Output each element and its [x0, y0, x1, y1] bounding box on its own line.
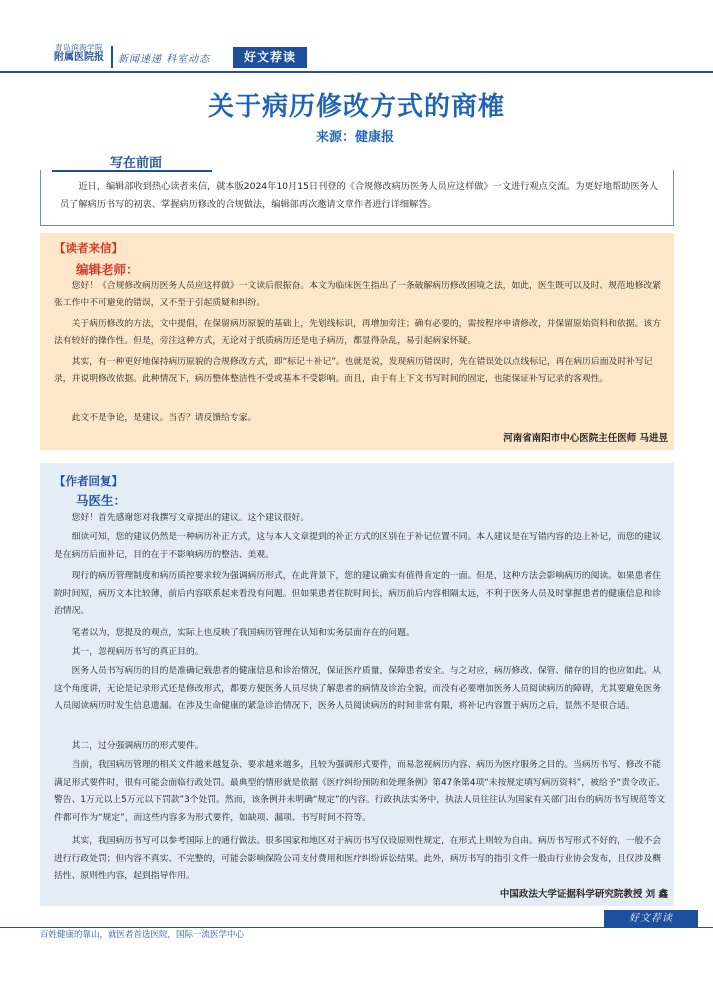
author-paragraph: 当前，我国病历管理的相关文件越来越复杂、要求越来越多，且较为强调形式要件，而易忽视病历内容、病历为医疗服务之目的。当病历书写、修改不能满足形式要件时，很有可能会面临行政处罚。最典型的情形就是依据《医疗纠纷预防和处理条例》第47条第4项“未按规定填写病历资料”，被给予“责令改正、警告、1万元以上5万元以下罚款”3个处罚。然而，该条例并未明确“规定”的内容。行政执法实务中，执法人员往往认为国家有关部门出台的病历书写规范等文件都可作为“规定”，而这些内容多为形式要件，如缺项、漏项、书写时间不符等。: [54, 760, 666, 823]
article-title: 关于病历修改方式的商榷: [207, 92, 505, 122]
author-paragraph: 其二，过分强调病历的形式要件。: [71, 741, 204, 751]
author-paragraph: 医务人员书写病历的目的是准确记载患者的健康信息和诊治情况，保证医疗质量，保障患者安全。与之对应，病历修改、保管、储存的目的也应如此。从这个角度讲，无论是记录形式还是修改形式，都要方便医务人员尽快了解患者的病情及诊治全貌，而没有必要增加医务人员阅读病历的障碍，尤其要避免医务人员阅读病历时发生信息遗漏。在涉及生命健康的紧急诊治情况下，医务人员阅读病历的时间非常有限，将补记内容置于病历之后，显然不是很合适。: [54, 666, 661, 712]
header-motto: 新闻速递 科室动态: [118, 54, 211, 65]
author-paragraph: 笔者以为，您提及的观点，实际上也反映了我国病历管理在认知和实务层面存在的问题。: [71, 628, 415, 638]
reader-paragraph: 此文不是争论，是建议。当否？请反馈给专家。: [71, 413, 257, 423]
intro-text: 近日，编辑部收到热心读者来信，就本版2024年10月15日刊登的《合规修改病历医务人员应这样做》一文进行观点交流。为更好地帮助医务人员了解病历书写的初衷、掌握病历修改的合规做法，编辑部再次邀请文章作者进行详细解答。: [60, 181, 659, 210]
reader-signature: 河南省南阳市中心医院主任医师 马进昱: [503, 433, 668, 444]
reader-paragraph: 您好！《合规修改病历医务人员应这样做》一文读后很振奋。本文为临床医生指出了一条破解病历修改困境之法，如此，医生既可以及时、规范地修改紧张工作中不可避免的错误，又不至于引起质疑和纠纷。: [54, 281, 661, 309]
masthead-logo: [50, 44, 108, 63]
header-rule: [0, 71, 713, 73]
author-paragraph: 您好！首先感谢您对我撰写文章提出的建议。这个建议很好。: [71, 513, 310, 523]
section-tag: 好文荐读: [233, 47, 307, 68]
author-paragraph: 现行的病历管理制度和病历质控要求较为强调病历形式，在此背景下，您的建议确实有值得肯定的一面。但是，这种方法会影响病历的阅读。如果患者住院时间短，病历文本比较薄，前后内容联系起来看没有问题。但如果患者住院时间长，病历前后内容相隔太远，不利于医务人员及时掌握患者的健康信息和诊治情况。: [54, 571, 661, 617]
reader-paragraph: 关于病历修改的方法，文中提倡，在保留病历原貌的基础上，先划线标识，再增加旁注；确有必要的，需按程序申请修改，并保留原始资料和依据。该方法有较好的操作性。但是，旁注这种方式，无论对于纸质病历还是电子病历，都显得杂乱，易引起病家怀疑。: [54, 319, 661, 347]
author-paragraph: 细读可知，您的建议仍然是一种病历补正方式，这与本人文章提到的补正方式的区别在于补记位置不同。本人建议是在写错内容的边上补记，而您的建议是在病历后面补记，目的在于不影响病历的整洁、美观。: [54, 532, 661, 560]
author-paragraph: 其实，我国病历书写可以参考国际上的通行做法。很多国家和地区对于病历书写仅设原则性规定，在形式上则较为自由。病历书写形式不好的，一般不会进行行政处罚；但内容不真实、不完整的，可能会影响保险公司支付费用和医疗纠纷诉讼结果。此外，病历书写的指引文件一般由行业协会发布，且仅涉及概括性、原则性内容，起到指导作用。: [54, 836, 661, 882]
author-salutation: 马医生：: [76, 493, 127, 508]
school-name: 青岛滨海学院: [55, 43, 103, 52]
author-reply-heading: 【作者回复】: [54, 474, 123, 488]
reader-salutation: 编辑老师：: [76, 262, 139, 277]
footer-tag: 好文荐读: [604, 910, 698, 928]
reader-letter-heading: 【读者来信】: [54, 241, 123, 255]
intro-heading: 写在前面: [110, 156, 163, 171]
reader-paragraph: 其实，有一种更好地保持病历原貌的合规修改方式，即“标记＋补记”。也就是说，发现病历错误时，先在错误处以点线标记，再在病历后面及时补写记录，并说明修改依据。此种情况下，病历整体整洁性不受或基本不受影响。而且，由于有上下文书写时间的固定，也能保证补写记录的客观性。: [54, 357, 653, 385]
author-signature: 中国政法大学证据科学研究院教授 刘 鑫: [499, 889, 668, 900]
article-source: 来源：健康报: [315, 130, 394, 145]
footer-slogan: 百姓健康的靠山，就医者首选医院，国际一流医学中心: [40, 930, 245, 940]
newspaper-name: 附属医院报: [54, 52, 104, 64]
author-paragraph: 其一，忽视病历书写的真正目的。: [71, 647, 204, 657]
header-divider: [111, 46, 113, 68]
